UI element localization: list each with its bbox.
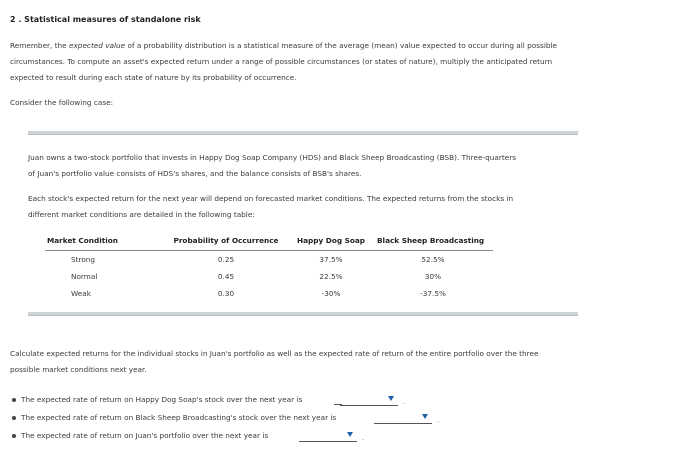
caret-down-icon xyxy=(388,396,394,401)
section-heading: 2 . Statistical measures of standalone risk xyxy=(10,15,201,24)
bullet-icon xyxy=(12,416,16,420)
period-mark: . xyxy=(403,398,406,406)
header-market-condition: Market Condition xyxy=(45,233,163,251)
divider-bottom xyxy=(28,312,578,316)
cell-condition: Weak xyxy=(71,289,91,298)
portfolio-return-dropdown[interactable] xyxy=(299,431,357,442)
cell-hds-return: 22.5% xyxy=(319,272,343,281)
cell-condition: Strong xyxy=(71,255,96,264)
cell-probability: 0.45 xyxy=(217,272,235,281)
answer-prompt-bsb: The expected rate of return on Black Sheep Broadcasting's stock over the next year is xyxy=(21,413,337,422)
header-black-sheep: Black Sheep Broadcasting xyxy=(373,233,493,251)
case-line: of Juan's portfolio value consists of HDS's shares, and the balance consists of BSB's shares. xyxy=(28,169,362,178)
table-row xyxy=(45,285,493,302)
case-line: Each stock's expected return for the next year will depend on forecasted market conditions. The expected returns from the stocks in xyxy=(28,194,514,203)
caret-down-icon xyxy=(347,432,353,437)
table-row xyxy=(45,251,493,269)
cell-hds-return: -30% xyxy=(321,289,341,298)
intro-text: Remember, the xyxy=(10,41,69,50)
cell-hds-return: 37.5% xyxy=(319,255,343,264)
intro-line-2: circumstances. To compute an asset's expected return under a range of possible circumstances (or states of nature), multiply the anticipated return xyxy=(10,57,553,66)
intro-text: of a probability distribution is a statistical measure of the average (mean) value expected to occur during all possible xyxy=(125,41,557,50)
case-line: different market conditions are detailed in the following table: xyxy=(28,210,255,219)
hds-return-dropdown[interactable] xyxy=(340,395,398,406)
intro-line-3: expected to result during each state of nature by its probability of occurrence. xyxy=(10,73,297,82)
header-probability: Probability of Occurrence xyxy=(163,233,289,251)
cell-bsb-return: 30% xyxy=(424,272,442,281)
question-line: possible market conditions next year. xyxy=(10,365,147,374)
caret-down-icon xyxy=(422,414,428,419)
table-row xyxy=(45,268,493,285)
divider-top xyxy=(28,131,578,135)
question-line: Calculate expected returns for the individual stocks in Juan's portfolio as well as the expected rate of return of the entire portfolio over the three xyxy=(10,349,539,358)
cell-bsb-return: 52.5% xyxy=(421,255,445,264)
answer-prompt-portfolio: The expected rate of return on Juan's portfolio over the next year is xyxy=(21,431,269,440)
cell-bsb-return: -37.5% xyxy=(420,289,446,298)
period-mark: . xyxy=(362,434,365,442)
cell-condition: Normal xyxy=(71,272,98,281)
consider-text: Consider the following case: xyxy=(10,98,114,107)
cell-probability: 0.30 xyxy=(217,289,235,298)
intro-line-1 xyxy=(10,38,557,54)
bullet-icon xyxy=(12,434,16,438)
period-mark: . xyxy=(437,416,440,424)
cell-probability: 0.25 xyxy=(217,255,235,264)
bsb-return-dropdown[interactable] xyxy=(374,413,432,424)
returns-table xyxy=(45,233,493,302)
intro-emphasis: expected value xyxy=(69,41,126,50)
table-header-row xyxy=(45,233,493,251)
header-happy-dog-soap: Happy Dog Soap xyxy=(289,233,373,251)
answer-prompt-hds: The expected rate of return on Happy Dog Soap's stock over the next year is xyxy=(21,395,303,404)
bullet-icon xyxy=(12,398,16,402)
case-line: Juan owns a two-stock portfolio that invests in Happy Dog Soap Company (HDS) and Black Sheep Broadcasting (BSB). Three-quarters xyxy=(28,153,517,162)
